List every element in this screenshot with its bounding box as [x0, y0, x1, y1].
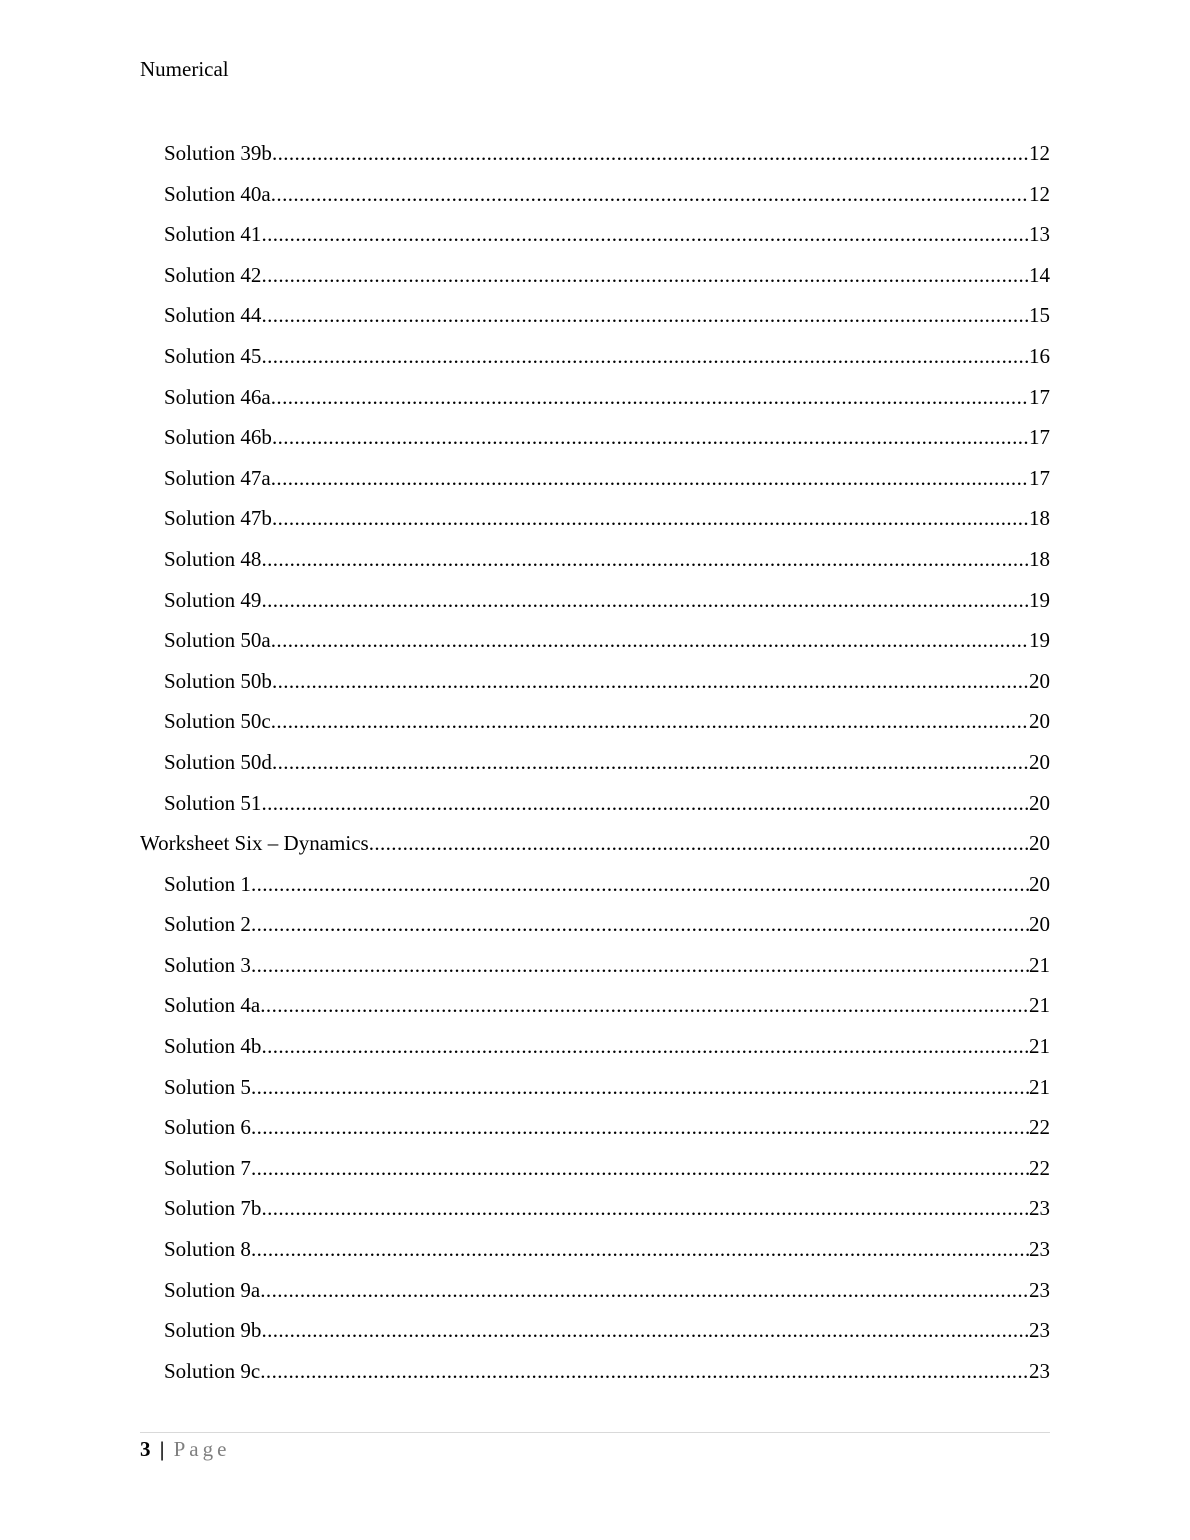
- toc-entry-page-number: 14: [1029, 262, 1050, 287]
- toc-dot-leader: [272, 140, 1029, 166]
- toc-entry-label: Solution 40a: [164, 181, 271, 206]
- toc-entry-page-number: 23: [1029, 1237, 1050, 1262]
- toc-entry-page-number: 16: [1029, 343, 1050, 368]
- toc-entry-label: Solution 42: [164, 262, 262, 287]
- toc-entry-label: Solution 47a: [164, 465, 271, 490]
- toc-entry-page-number: 21: [1029, 1034, 1050, 1059]
- toc-entry-label: Solution 4a: [164, 993, 261, 1018]
- toc-entry[interactable]: [140, 587, 1050, 628]
- toc-entry[interactable]: [140, 871, 1050, 912]
- toc-entry-label: Solution 4b: [164, 1034, 262, 1059]
- toc-entry-page-number: 15: [1029, 303, 1050, 328]
- toc-dot-leader: [261, 262, 1029, 288]
- toc-entry-label: Solution 9b: [164, 1318, 262, 1343]
- toc-entry-label: Solution 5: [164, 1074, 251, 1099]
- toc-entry[interactable]: [140, 790, 1050, 831]
- toc-entry[interactable]: [140, 1033, 1050, 1074]
- toc-dot-leader: [261, 1317, 1029, 1343]
- toc-entry-label: Solution 39b: [164, 141, 272, 165]
- toc-entry[interactable]: [140, 1277, 1050, 1318]
- toc-entry[interactable]: [140, 708, 1050, 749]
- toc-entry-page-number: 20: [1029, 871, 1050, 896]
- toc-entry-page-number: 18: [1029, 506, 1050, 531]
- toc-entry[interactable]: [140, 546, 1050, 587]
- toc-dot-leader: [272, 749, 1029, 775]
- toc-dot-leader: [272, 505, 1029, 531]
- toc-entry-page-number: 20: [1029, 831, 1050, 856]
- toc-dot-leader: [261, 546, 1029, 572]
- toc-entry-page-number: 21: [1029, 1074, 1050, 1099]
- toc-entry-page-number: 17: [1029, 465, 1050, 490]
- toc-dot-leader: [261, 587, 1029, 613]
- toc-entry-page-number: 22: [1029, 1115, 1050, 1140]
- toc-entry-label: Solution 1: [164, 871, 251, 896]
- toc-entry-label: Solution 3: [164, 952, 251, 977]
- toc-entry-page-number: 20: [1029, 790, 1050, 815]
- toc-entry[interactable]: [140, 140, 1050, 181]
- toc-entry[interactable]: [140, 1155, 1050, 1196]
- table-of-contents: [140, 140, 1050, 1398]
- toc-entry-label: Solution 8: [164, 1237, 251, 1262]
- toc-entry-page-number: 21: [1029, 993, 1050, 1018]
- toc-entry-label: Solution 46b: [164, 425, 272, 450]
- toc-entry-page-number: 17: [1029, 425, 1050, 450]
- toc-entry-label: Solution 48: [164, 546, 262, 571]
- toc-dot-leader: [271, 465, 1029, 491]
- toc-entry[interactable]: [140, 1358, 1050, 1399]
- footer-separator: |: [159, 1437, 165, 1461]
- toc-entry[interactable]: [140, 343, 1050, 384]
- toc-entry-page-number: 12: [1029, 141, 1050, 165]
- toc-dot-leader: [261, 343, 1029, 369]
- toc-entry-label: Solution 9c: [164, 1358, 261, 1383]
- toc-entry-label: Solution 50d: [164, 749, 272, 774]
- page-number: 3: [140, 1437, 151, 1461]
- toc-dot-leader: [261, 302, 1029, 328]
- toc-entry[interactable]: [140, 1114, 1050, 1155]
- toc-entry[interactable]: [140, 668, 1050, 709]
- toc-dot-leader: [272, 424, 1029, 450]
- toc-entry-page-number: 23: [1029, 1196, 1050, 1221]
- toc-entry-page-number: 12: [1029, 181, 1050, 206]
- toc-entry-label: Solution 6: [164, 1115, 251, 1140]
- toc-entry-label: Solution 44: [164, 303, 262, 328]
- toc-entry-label: Solution 47b: [164, 506, 272, 531]
- toc-dot-leader: [272, 668, 1029, 694]
- toc-heading-entry[interactable]: [140, 830, 1050, 871]
- toc-entry-page-number: 19: [1029, 587, 1050, 612]
- toc-entry[interactable]: [140, 302, 1050, 343]
- toc-dot-leader: [369, 830, 1029, 856]
- toc-entry[interactable]: [140, 627, 1050, 668]
- toc-entry-page-number: 23: [1029, 1358, 1050, 1383]
- page-header: Numerical: [140, 57, 229, 81]
- toc-entry-label: Solution 50a: [164, 628, 271, 653]
- toc-entry[interactable]: [140, 749, 1050, 790]
- toc-dot-leader: [261, 1195, 1029, 1221]
- toc-dot-leader: [251, 911, 1029, 937]
- toc-entry-label: Worksheet Six – Dynamics: [140, 831, 369, 856]
- toc-dot-leader: [251, 1155, 1029, 1181]
- toc-entry[interactable]: [140, 1236, 1050, 1277]
- toc-entry-label: Solution 7: [164, 1155, 251, 1180]
- toc-dot-leader: [261, 790, 1029, 816]
- toc-dot-leader: [271, 181, 1029, 207]
- toc-dot-leader: [271, 708, 1029, 734]
- page-footer: [140, 1436, 230, 1462]
- toc-entry[interactable]: [140, 952, 1050, 993]
- toc-entry-label: Solution 45: [164, 343, 262, 368]
- toc-entry-label: Solution 51: [164, 790, 262, 815]
- toc-entry-page-number: 17: [1029, 384, 1050, 409]
- toc-entry-label: Solution 9a: [164, 1277, 261, 1302]
- toc-dot-leader: [271, 384, 1029, 410]
- toc-entry-page-number: 13: [1029, 222, 1050, 247]
- toc-entry[interactable]: [140, 1195, 1050, 1236]
- toc-entry[interactable]: [140, 911, 1050, 952]
- toc-dot-leader: [251, 1114, 1029, 1140]
- toc-entry-page-number: 18: [1029, 546, 1050, 571]
- toc-dot-leader: [271, 627, 1029, 653]
- footer-divider: [140, 1432, 1050, 1433]
- toc-entry-page-number: 20: [1029, 912, 1050, 937]
- toc-entry-label: Solution 2: [164, 912, 251, 937]
- toc-entry[interactable]: [140, 465, 1050, 506]
- toc-entry-label: Solution 50b: [164, 668, 272, 693]
- toc-entry[interactable]: [140, 221, 1050, 262]
- toc-dot-leader: [260, 992, 1029, 1018]
- toc-entry[interactable]: [140, 262, 1050, 303]
- toc-entry-page-number: 20: [1029, 668, 1050, 693]
- toc-entry-label: Solution 7b: [164, 1196, 262, 1221]
- toc-dot-leader: [260, 1277, 1029, 1303]
- toc-entry[interactable]: [140, 505, 1050, 546]
- toc-entry-page-number: 22: [1029, 1155, 1050, 1180]
- toc-entry[interactable]: [140, 181, 1050, 222]
- toc-entry[interactable]: [140, 992, 1050, 1033]
- toc-entry-page-number: 23: [1029, 1318, 1050, 1343]
- page-word: Page: [173, 1437, 231, 1461]
- toc-entry[interactable]: [140, 384, 1050, 425]
- toc-dot-leader: [251, 871, 1029, 897]
- toc-entry-label: Solution 46a: [164, 384, 271, 409]
- toc-dot-leader: [260, 1358, 1029, 1384]
- toc-entry-label: Solution 50c: [164, 709, 271, 734]
- toc-entry-page-number: 19: [1029, 628, 1050, 653]
- toc-entry-page-number: 20: [1029, 749, 1050, 774]
- toc-entry-page-number: 21: [1029, 952, 1050, 977]
- toc-dot-leader: [251, 1074, 1029, 1100]
- toc-entry[interactable]: [140, 424, 1050, 465]
- toc-dot-leader: [261, 1033, 1029, 1059]
- toc-dot-leader: [261, 221, 1029, 247]
- toc-entry-label: Solution 49: [164, 587, 262, 612]
- toc-entry-label: Solution 41: [164, 222, 262, 247]
- toc-entry[interactable]: [140, 1317, 1050, 1358]
- toc-entry-page-number: 20: [1029, 709, 1050, 734]
- toc-dot-leader: [251, 1236, 1029, 1262]
- toc-entry[interactable]: [140, 1074, 1050, 1115]
- toc-entry-page-number: 23: [1029, 1277, 1050, 1302]
- toc-dot-leader: [251, 952, 1029, 978]
